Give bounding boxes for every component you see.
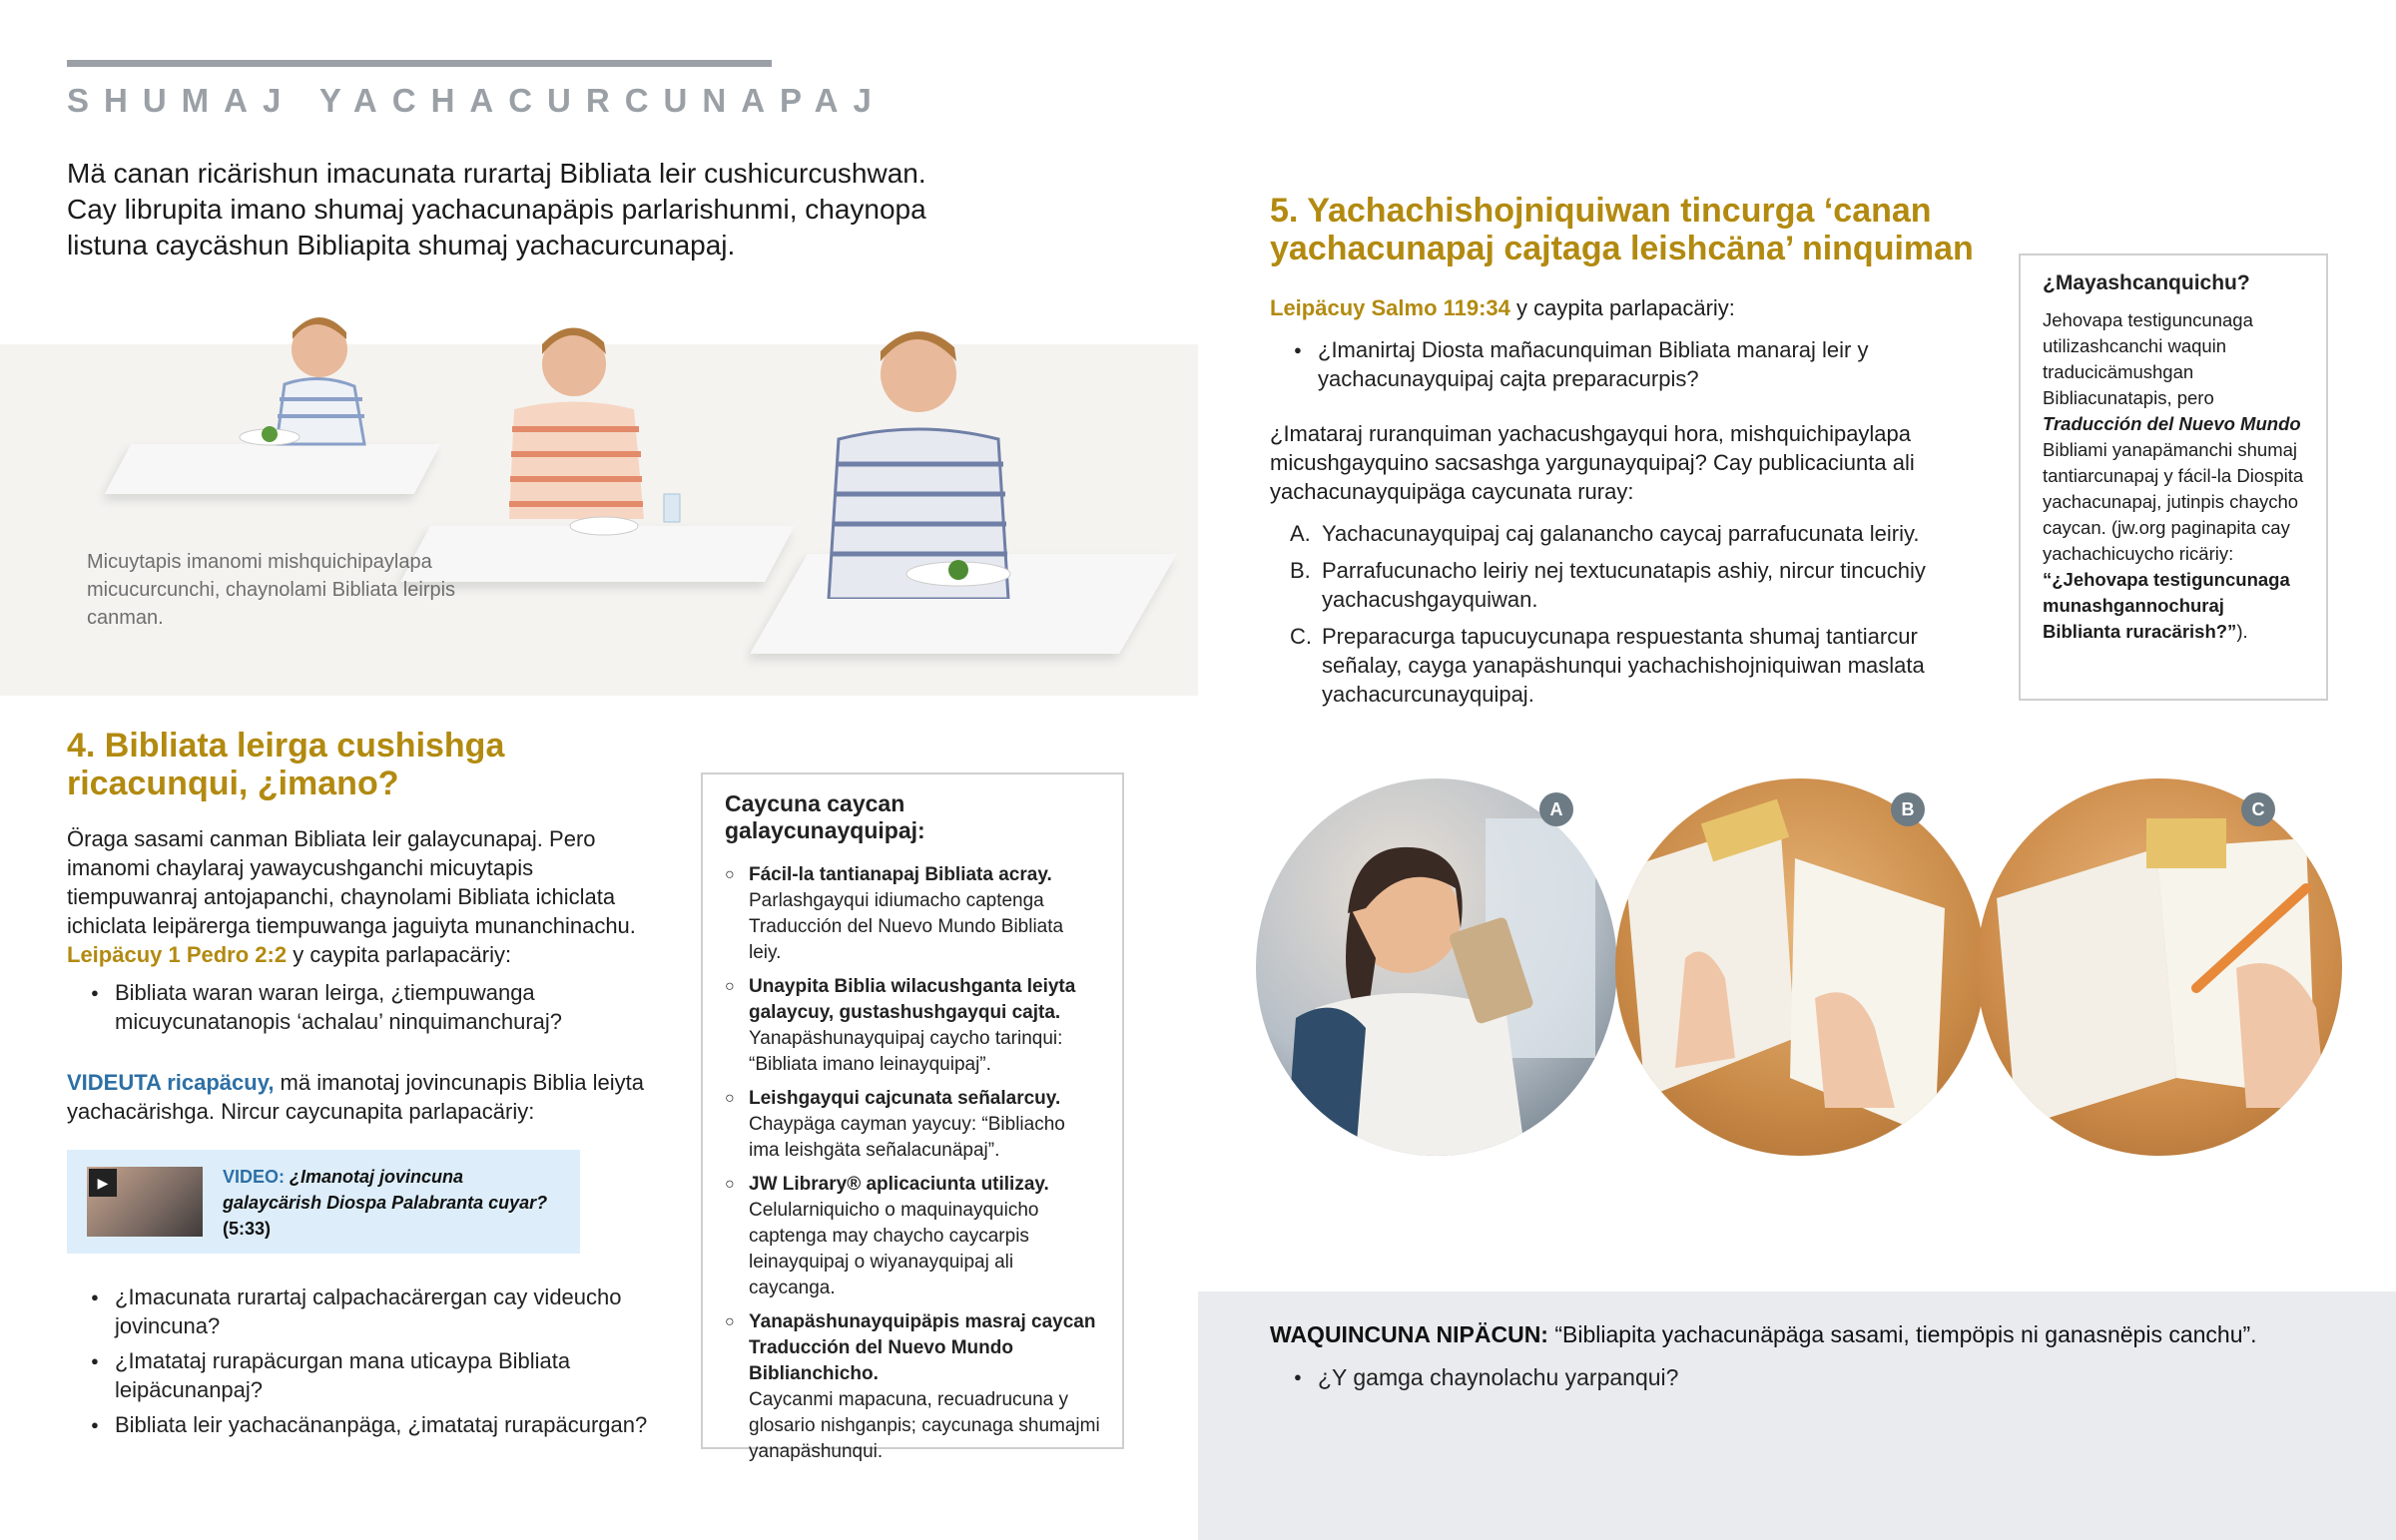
tips-list [725, 862, 1100, 1465]
photo-printed-bible-open [1615, 778, 1985, 1156]
section4-video-questions [67, 1283, 666, 1445]
tips-title: Caycuna caycan galaycunayquipaj: [725, 790, 925, 843]
side-box-title: ¿Mayashcanquichu? [2043, 271, 2250, 294]
list-item: ● ¿Y gamga chaynolachu yarpanqui? [1270, 1362, 2168, 1392]
section5-paragraph: ¿Imataraj ruranquiman yachacushgayqui hora, mishquichipaylapa micushgayquino sacsashga yargunayquipaj? Cay publicaciunta ali yachacunayquipäga caycunata ruray: [1270, 421, 1915, 504]
video-card[interactable] [67, 1150, 580, 1254]
boy-young-icon [215, 294, 384, 454]
step-letter: C. [1290, 624, 1312, 649]
list-item [725, 1172, 1100, 1301]
book-pen-icon [1977, 778, 2342, 1156]
summary-questions [1270, 1362, 2168, 1398]
tip-head: ○ Unaypita Biblia wilacushganta leiyta galaycuy, gustashushgayqui cajta. [749, 976, 1076, 1023]
video-intro-text: mä imanotaj jovincunapis Biblia leiyta yachacärishga. Nircur caycunapita parlapacäriy: [67, 1070, 644, 1124]
section4-questions [67, 978, 666, 1042]
side-text-2: Bibliami yanapämanchi shumaj tantiarcunapaj y fácil-la Diospita yachacunapaj, jutinpis chaycho caycan. (jw.org paginapita cay yachachicuycho ricäriy: [2043, 439, 2304, 564]
tip-head: ○ Leishgayqui cajcunata señalarcuy. [749, 1088, 1061, 1109]
tip-body: Chaypäga cayman yaycuy: “Bibliacho ima leishgäta señalacunäpaj”. [749, 1114, 1065, 1161]
tip-body: Yanapäshunayquipaj caycho tarinqui: “Bibliata imano leinayquipaj”. [749, 1028, 1063, 1075]
video-thumbnail[interactable] [87, 1167, 203, 1237]
side-box-text [2043, 307, 2304, 645]
illustration-caption: Micuytapis imanomi mishquichipaylapa micucurcunchi, chaynolami Bibliata leirpis canman. [87, 551, 456, 629]
section4-video-intro [67, 1068, 666, 1126]
list-item [1288, 556, 1987, 614]
section4-body-text: Öraga sasami canman Bibliata leir galaycunapaj. Pero imanomi chaylaraj yawaycushganchi micuytapis tiempuwanraj antojapanchi, chaynolami Bibliata ichiclata ichiclata leipärerga tiempuwanga jaguiyta munanchinachu. [67, 826, 636, 938]
step-text: Preparacurga tapucuycunapa respuestanta shumaj tantiarcur señalay, cayga yanapäshunqui yachachishojniquiwan maslata yachacurcunayquipaj. [1322, 624, 1925, 707]
summary-label: WAQUINCUNA NIPÄCUN: [1270, 1321, 1548, 1347]
list-item [1288, 519, 1987, 548]
list-item [725, 1086, 1100, 1164]
eating-illustration [0, 344, 1198, 696]
step-text: Yachacunayquipaj caj galanancho caycaj parrafucunata leiriy. [1322, 521, 1920, 546]
boy-middle-icon [454, 294, 684, 539]
play-icon[interactable]: ▶ [89, 1169, 117, 1197]
tip-head: ○ Yanapäshunayquipäpis masraj caycan Traducción del Nuevo Mundo Biblianchicho. [749, 1311, 1096, 1384]
section5-questions [1270, 335, 1909, 399]
photo-badge-c: C [2241, 792, 2275, 826]
video-link[interactable]: VIDEUTA ricapäcuy, [67, 1070, 275, 1095]
list-item [725, 974, 1100, 1078]
section4-read-suffix: y caypita parlapacäriy: [287, 942, 512, 967]
tip-body: Parlashgayqui idiumacho captenga Traducción del Nuevo Mundo Bibliata leiy. [749, 890, 1064, 963]
boy-older-icon [799, 289, 1038, 599]
list-item: ● Bibliata waran waran leirga, ¿tiempuwanga micuycunatanopis ‘achalau’ ninquimanchuraj? [67, 978, 666, 1036]
video-card-duration: (5:33) [223, 1219, 272, 1239]
tip-body: Celularniquicho o maquinayquicho captenga may chaycho caycarpis leinayquipaj o wiyanayquipaj ali caycanga. [749, 1200, 1039, 1298]
list-item: ● ¿Imanirtaj Diosta mañacunquiman Bibliata manaraj leir y yachacunayquipaj cajta preparacurpis? [1270, 335, 1909, 393]
tips-box [701, 772, 1124, 1462]
did-you-know-box [2019, 254, 2328, 701]
photo-book-with-pen [1977, 778, 2342, 1156]
list-item: ● ¿Imacunata rurartaj calpachacärergan cay videucho jovincuna? [67, 1283, 666, 1340]
step-letter: A. [1290, 521, 1311, 546]
section-kicker: SHUMAJ YACHACURCUNAPAJ [67, 82, 887, 119]
step-letter: B. [1290, 558, 1311, 583]
video-card-text[interactable] [223, 1164, 562, 1242]
top-rule [67, 60, 772, 67]
section5-title: 5. Yachachishojniquiwan tincurga ‘canan yachacunapaj cajtaga leishcäna’ ninquiman [1270, 192, 1974, 267]
section5-read-suffix: y caypita parlapacäriy: [1509, 295, 1735, 320]
side-text-3: ). [2236, 621, 2248, 642]
side-text-link[interactable]: “¿Jehovapa testiguncunaga munashgannochuraj Biblianta ruracärish?” [2043, 569, 2290, 642]
section4-read-link[interactable]: Leipäcuy 1 Pedro 2:2 [67, 942, 288, 967]
summary-quote [1270, 1319, 2348, 1349]
section4-body [67, 824, 666, 969]
photo-badge-a: A [1539, 792, 1573, 826]
photo-badge-b: B [1891, 792, 1925, 826]
tip-body: Caycanmi mapacuna, recuadrucuna y glosario nishganpis; caycunaga shumajmi yanapäshunqui. [749, 1389, 1100, 1462]
section5-read [1270, 293, 1989, 322]
step-text: Parrafucunacho leiriy nej textucunatapis ashiy, nircur tincuchiy yachacushgayquiwan. [1322, 558, 1926, 612]
list-item [1288, 622, 1987, 709]
photo-girl-reading-phone [1256, 778, 1617, 1156]
list-item: ● ¿Imatataj rurapäcurgan mana uticaypa Bibliata leipäcunanpaj? [67, 1346, 666, 1404]
video-card-title: ¿Imanotaj jovincuna galaycärish Diospa Palabranta cuyar? [223, 1167, 548, 1213]
section5-steps [1288, 519, 1987, 717]
intro-paragraph: Mä canan ricärishun imacunata rurartaj Bibliata leir cushicurcushwan. Cay librupita imano shumaj yachacunapäpis parlarishunmi, chaynopa listuna caycäshun Bibliapita shumaj yachacurcunapaj. [67, 158, 926, 260]
side-text-1: Jehovapa testiguncunaga utilizashcanchi waquin traducicämushgan Bibliacunatapis, pero [2043, 309, 2253, 408]
tip-head: ○ JW Library® aplicaciunta utilizay. [749, 1174, 1049, 1195]
girl-reading-icon [1256, 778, 1617, 1156]
summary-quote-text: “Bibliapita yachacunäpäga sasami, tiempöpis ni ganasnëpis canchu”. [1547, 1321, 2257, 1347]
side-text-italic: Traducción del Nuevo Mundo [2043, 413, 2301, 434]
video-card-label: VIDEO: [223, 1167, 286, 1187]
section4-title: 4. Bibliata leirga cushishga ricacunqui, ¿imano? [67, 727, 505, 802]
tip-head: ○ Fácil-la tantianapaj Bibliata acray. [749, 864, 1052, 885]
list-item [725, 1309, 1100, 1465]
open-book-icon [1615, 778, 1985, 1156]
section5-read-link[interactable]: Leipäcuy Salmo 119:34 [1270, 295, 1510, 320]
list-item: ● Bibliata leir yachacänanpäga, ¿imatataj rurapäcurgan? [67, 1410, 666, 1439]
list-item [725, 862, 1100, 966]
